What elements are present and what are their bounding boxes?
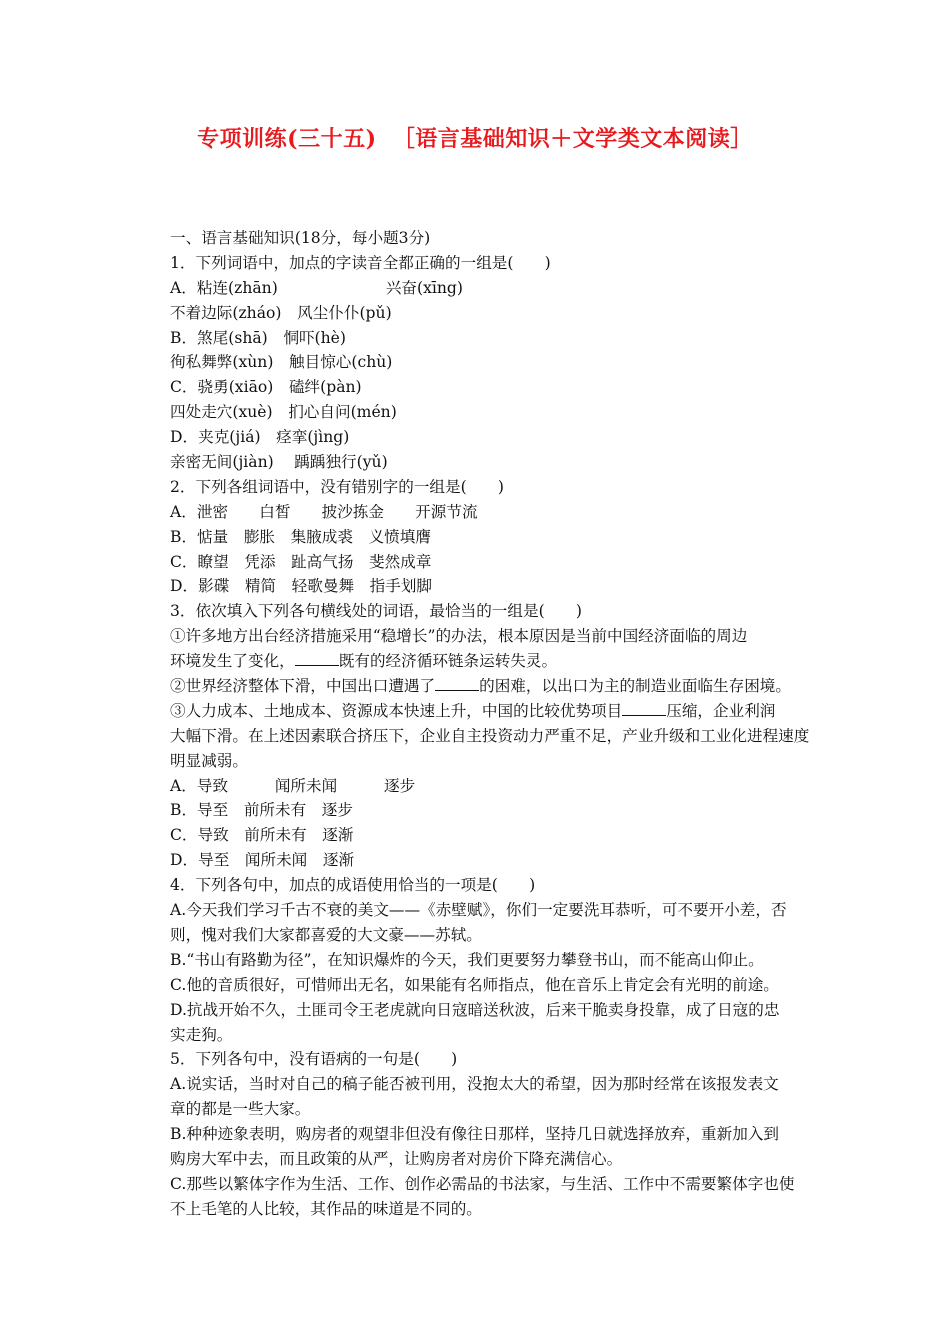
question-1-option-c-line2: 四处走穴(xuè) 扪心自问(mén): [170, 403, 397, 422]
question-3-sentence-3-line1: [170, 699, 818, 724]
question-3-option-a: A．导致 闻所未闻 逐步: [170, 776, 416, 795]
question-4-option-d-line1: D.抗战开始不久，土匪司令王老虎就向日寇暗送秋波，后来干脆卖身投靠，成了日寇的忠: [170, 1000, 780, 1019]
question-2-option-c: C．瞭望 凭添 趾高气扬 斐然成章: [170, 552, 432, 571]
question-1-option-a-line2: 不着边际(zháo) 风尘仆仆(pǔ): [170, 303, 392, 322]
question-4-option-d-line2: 实走狗。: [170, 1025, 233, 1044]
question-5-stem: 5．下列各句中，没有语病的一句是( ): [170, 1050, 458, 1069]
question-5-option-a-line2: 章的都是一些大家。: [170, 1100, 311, 1119]
sentence-text: 环境发生了变化，: [170, 652, 295, 671]
question-3-sentence-3-line3: 明显减弱。: [170, 751, 248, 770]
option-text: A．粘连(zhān): [170, 278, 278, 297]
question-3-sentence-1-line1: ①许多地方出台经济措施采用“稳增长”的办法，根本原因是当前中国经济面临的周边: [170, 627, 748, 646]
question-3-option-d: D．导至 闻所未闻 逐渐: [170, 851, 355, 870]
question-1-option-b-line1: B．煞尾(shā) 恫吓(hè): [170, 328, 346, 347]
question-5-option-b-line2: 购房大军中去，而且政策的从严，让购房者对房价下降充满信心。: [170, 1149, 623, 1168]
question-1-option-c-line1: C．骁勇(xiāo) 磕绊(pàn): [170, 378, 362, 397]
question-3-sentence-1-line2: [170, 649, 818, 674]
exercise-content: [170, 226, 818, 1222]
question-2-option-b: B．惦量 膨胀 集腋成裘 义愤填膺: [170, 527, 431, 546]
question-1-stem: 1．下列词语中，加点的字读音全都正确的一组是( ): [170, 253, 551, 272]
fill-blank: [435, 676, 479, 691]
question-1-option-b-line2: 徇私舞弊(xùn) 触目惊心(chù): [170, 353, 393, 372]
page-title: 专项训练(三十五) ［语言基础知识＋文学类文本阅读］: [197, 126, 753, 152]
fill-blank: [295, 651, 339, 666]
question-3-stem: 3．依次填入下列各句横线处的词语，最恰当的一组是( ): [170, 602, 582, 621]
sentence-text: ③人力成本、土地成本、资源成本快速上升，中国的比较优势项目: [170, 701, 623, 720]
question-4-option-c: C.他的音质很好，可惜师出无名，如果能有名师指点，他在音乐上肯定会有光明的前途。: [170, 975, 779, 994]
question-5-option-c-line1: C.那些以繁体字作为生活、工作、创作必需品的书法家，与生活、工作中不需要繁体字也使: [170, 1174, 795, 1193]
sentence-text: ②世界经济整体下滑，中国出口遭遇了: [170, 677, 436, 696]
question-3-option-b: B．导至 前所未有 逐步: [170, 801, 353, 820]
sentence-text: 压缩，企业利润: [666, 701, 776, 720]
sentence-text: 既有的经济循环链条运转失灵。: [338, 652, 558, 671]
question-1-option-a-line1: [170, 276, 818, 301]
section-heading: 一、语言基础知识(18分，每小题3分): [170, 229, 431, 247]
question-3-option-c: C．导致 前所未有 逐渐: [170, 826, 354, 845]
sentence-text: 的困难，以出口为主的制造业面临生存困境。: [479, 677, 791, 696]
question-2-option-a: A．泄密 白皙 披沙拣金 开源节流: [170, 502, 478, 521]
question-3-sentence-2: [170, 674, 818, 699]
fill-blank: [622, 701, 666, 716]
question-5-option-b-line1: B.种种迹象表明，购房者的观望非但没有像往日那样，坚持几日就选择放弃，重新加入到: [170, 1125, 779, 1144]
question-1-option-d-line1: D．夹克(jiá) 痉挛(jìng): [170, 428, 350, 447]
option-text: 兴奋(xīng): [385, 278, 463, 297]
question-4-option-b: B.“书山有路勤为径”，在知识爆炸的今天，我们更要努力攀登书山，而不能高山仰止。: [170, 950, 764, 969]
question-2-option-d: D．影碟 精简 轻歌曼舞 指手划脚: [170, 577, 433, 596]
question-1-option-d-line2: 亲密无间(jiàn) 踽踽独行(yǔ): [170, 453, 388, 472]
question-4-option-a-line1: A.今天我们学习千古不衰的美文——《赤壁赋》，你们一定要洗耳恭听，可不要开小差，否: [170, 901, 787, 920]
question-3-sentence-3-line2: 大幅下滑。在上述因素联合挤压下，企业自主投资动力严重不足，产业升级和工业化进程速度: [170, 726, 810, 745]
question-5-option-a-line1: A.说实话，当时对自己的稿子能否被刊用，没抱太大的希望，因为那时经常在该报发表文: [170, 1075, 779, 1094]
question-4-stem: 4．下列各句中，加点的成语使用恰当的一项是( ): [170, 876, 536, 895]
question-4-option-a-line2: 则，愧对我们大家都喜爱的大文豪——苏轼。: [170, 925, 482, 944]
question-2-stem: 2．下列各组词语中，没有错别字的一组是( ): [170, 477, 504, 496]
question-5-option-c-line2: 不上毛笔的人比较，其作品的味道是不同的。: [170, 1199, 482, 1218]
